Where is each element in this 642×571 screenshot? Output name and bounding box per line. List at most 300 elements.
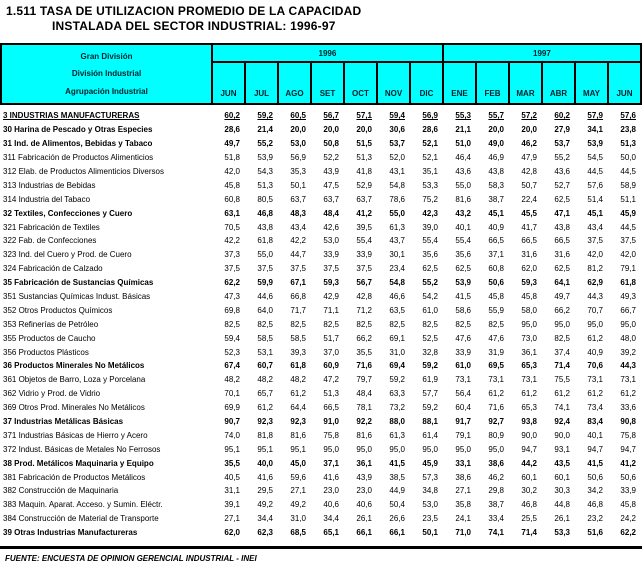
month-header-1997-ene: ENE (444, 63, 477, 103)
row-label: 39 Otras Industrias Manufactureras (3, 528, 138, 538)
value-cell: 62,5 (422, 264, 438, 274)
value-cell: 42,0 (620, 250, 636, 260)
value-cell: 51,3 (323, 389, 339, 399)
page-title-line2: INSTALADA DEL SECTOR INDUSTRIAL: 1996-97 (52, 19, 336, 33)
value-cell: 31,1 (224, 486, 240, 496)
value-cell: 51,8 (224, 153, 240, 163)
value-cell: 31,9 (488, 347, 504, 357)
value-cell: 46,9 (488, 153, 504, 163)
value-cell: 49,2 (290, 500, 306, 510)
value-cell: 66,1 (356, 528, 372, 538)
table-row (0, 456, 642, 470)
value-cell: 55,9 (488, 305, 504, 315)
value-cell: 66,5 (521, 236, 537, 246)
table-row (0, 526, 642, 540)
value-cell: 60,4 (455, 403, 471, 413)
value-cell: 40,9 (587, 347, 603, 357)
value-cell: 50,6 (587, 472, 603, 482)
value-cell: 68,5 (290, 528, 306, 538)
value-cell: 90,0 (554, 430, 570, 440)
value-cell: 59,2 (422, 361, 438, 371)
value-cell: 69,8 (224, 305, 240, 315)
value-cell: 20,0 (521, 125, 537, 135)
value-cell: 71,2 (356, 305, 372, 315)
value-cell: 41,2 (620, 458, 636, 468)
value-cell: 39,2 (620, 347, 636, 357)
value-cell: 45,5 (521, 208, 537, 218)
value-cell: 27,1 (290, 486, 306, 496)
value-cell: 44,2 (521, 458, 537, 468)
value-cell: 73,1 (521, 375, 537, 385)
value-cell: 40,5 (224, 472, 240, 482)
value-cell: 33,9 (323, 250, 339, 260)
value-cell: 45,9 (422, 458, 438, 468)
value-cell: 40,1 (455, 222, 471, 232)
value-cell: 52,1 (422, 139, 438, 149)
row-label: 311 Fabricación de Productos Alimenticios (3, 153, 154, 163)
value-cell: 26,6 (389, 514, 405, 524)
value-cell: 79,7 (356, 375, 372, 385)
value-cell: 66,5 (323, 403, 339, 413)
row-label: 356 Productos Plásticos (3, 347, 89, 357)
value-cell: 51,0 (455, 139, 471, 149)
value-cell: 79,1 (620, 264, 636, 274)
value-cell: 75,8 (323, 430, 339, 440)
table-row (0, 401, 642, 415)
value-cell: 88,1 (422, 417, 438, 427)
table-header (0, 43, 642, 105)
value-cell: 61,9 (422, 375, 438, 385)
month-header-1996-ago: AGO (279, 63, 312, 103)
value-cell: 45,0 (290, 458, 306, 468)
table-row (0, 192, 642, 206)
value-cell: 53,7 (389, 139, 405, 149)
row-label: 37 Industrias Metálicas Básicas (3, 417, 124, 427)
value-cell: 37,5 (620, 236, 636, 246)
value-cell: 37,5 (224, 264, 240, 274)
value-cell: 60,8 (488, 264, 504, 274)
value-cell: 50,6 (620, 472, 636, 482)
month-header-1997-feb: FEB (477, 63, 510, 103)
value-cell: 21,4 (257, 125, 273, 135)
value-cell: 54,2 (422, 292, 438, 302)
value-cell: 58,5 (257, 333, 273, 343)
value-cell: 49,2 (257, 500, 273, 510)
value-cell: 59,3 (521, 278, 537, 288)
value-cell: 54,8 (389, 180, 405, 190)
value-cell: 80,5 (257, 194, 273, 204)
value-cell: 56,9 (290, 153, 306, 163)
value-cell: 53,3 (554, 528, 570, 538)
value-cell: 35,6 (455, 250, 471, 260)
row-label: 361 Objetos de Barro, Loza y Porcelana (3, 375, 146, 385)
value-cell: 24,2 (620, 514, 636, 524)
value-cell: 71,1 (323, 305, 339, 315)
value-cell: 56,7 (356, 278, 372, 288)
value-cell: 45,1 (488, 208, 504, 218)
value-cell: 48,2 (290, 375, 306, 385)
value-cell: 48,0 (620, 333, 636, 343)
value-cell: 70,7 (587, 305, 603, 315)
value-cell: 90,0 (521, 430, 537, 440)
value-cell: 59,9 (257, 278, 273, 288)
value-cell: 35,8 (455, 500, 471, 510)
value-cell: 42,8 (356, 292, 372, 302)
value-cell: 69,1 (389, 333, 405, 343)
value-cell: 50,6 (488, 278, 504, 288)
month-header-1996-set: SET (312, 63, 345, 103)
value-cell: 71,6 (488, 403, 504, 413)
value-cell: 60,2 (224, 111, 240, 121)
stub-header-gran-division: Gran División (80, 52, 133, 62)
value-cell: 50,1 (422, 528, 438, 538)
value-cell: 53,0 (323, 236, 339, 246)
value-cell: 50,0 (620, 153, 636, 163)
value-cell: 33,4 (488, 514, 504, 524)
value-cell: 66,7 (620, 305, 636, 315)
value-cell: 41,6 (257, 472, 273, 482)
value-cell: 61,3 (389, 430, 405, 440)
value-cell: 60,2 (554, 111, 570, 121)
row-label: 383 Maquin. Aparat. Acceso. y Sumin. Eléctr. (3, 500, 163, 510)
year-header-1996: 1996 (213, 45, 444, 61)
value-cell: 80,9 (488, 430, 504, 440)
value-cell: 39,5 (356, 222, 372, 232)
value-cell: 20,0 (356, 125, 372, 135)
value-cell: 60,8 (224, 194, 240, 204)
value-cell: 62,0 (521, 264, 537, 274)
value-cell: 37,3 (224, 250, 240, 260)
value-cell: 43,8 (554, 222, 570, 232)
value-cell: 53,9 (257, 153, 273, 163)
year-header-1997: 1997 (533, 48, 551, 58)
year-row (213, 45, 640, 63)
value-cell: 55,2 (554, 153, 570, 163)
value-cell: 55,3 (455, 111, 471, 121)
value-cell: 45,9 (620, 208, 636, 218)
value-cell: 59,4 (224, 333, 240, 343)
value-cell: 50,4 (389, 500, 405, 510)
value-cell: 26,1 (554, 514, 570, 524)
value-cell: 67,1 (290, 278, 306, 288)
value-cell: 44,9 (389, 486, 405, 496)
month-row (213, 63, 640, 103)
value-cell: 52,5 (422, 333, 438, 343)
row-label: 355 Productos de Caucho (3, 333, 96, 343)
value-cell: 57,9 (587, 111, 603, 121)
value-cell: 95,0 (521, 319, 537, 329)
table-row (0, 220, 642, 234)
row-label: 31 Ind. de Alimentos, Bebidas y Tabaco (3, 139, 153, 149)
value-cell: 66,8 (290, 292, 306, 302)
value-cell: 71,4 (554, 361, 570, 371)
value-cell: 41,5 (587, 458, 603, 468)
table-row (0, 484, 642, 498)
table-row (0, 123, 642, 137)
value-cell: 82,5 (356, 319, 372, 329)
value-cell: 33,9 (356, 250, 372, 260)
value-cell: 34,4 (323, 514, 339, 524)
value-cell: 65,3 (521, 403, 537, 413)
value-cell: 62,5 (554, 264, 570, 274)
value-cell: 59,2 (257, 111, 273, 121)
value-cell: 50,1 (290, 180, 306, 190)
row-label: 32 Textiles, Confecciones y Cuero (3, 208, 133, 218)
value-cell: 51,4 (587, 194, 603, 204)
value-cell: 42,9 (323, 292, 339, 302)
value-cell: 23,5 (422, 514, 438, 524)
value-cell: 41,2 (356, 208, 372, 218)
value-cell: 46,8 (257, 208, 273, 218)
row-label: 351 Sustancias Químicas Indust. Básicas (3, 292, 151, 302)
value-cell: 61,0 (422, 305, 438, 315)
value-cell: 82,5 (422, 319, 438, 329)
value-cell: 55,0 (389, 208, 405, 218)
stub-header-agrupacion-industrial: Agrupación Industrial (65, 86, 148, 96)
value-cell: 47,3 (224, 292, 240, 302)
value-cell: 82,5 (455, 319, 471, 329)
row-label: 372 Indust. Básicas de Metales No Ferrosos (3, 444, 161, 454)
value-cell: 53,9 (455, 278, 471, 288)
value-cell: 46,2 (521, 139, 537, 149)
value-cell: 45,1 (587, 208, 603, 218)
month-header-1996-jul: JUL (246, 63, 279, 103)
value-cell: 58,6 (455, 305, 471, 315)
value-cell: 55,4 (356, 236, 372, 246)
value-cell: 35,1 (422, 167, 438, 176)
row-label: 371 Industrias Básicas de Hierro y Acero (3, 430, 148, 440)
value-cell: 95,0 (554, 319, 570, 329)
value-cell: 30,1 (389, 250, 405, 260)
value-cell: 47,6 (488, 333, 504, 343)
value-cell: 53,0 (422, 500, 438, 510)
value-cell: 44,3 (620, 361, 636, 371)
value-cell: 55,0 (257, 250, 273, 260)
value-cell: 93,1 (554, 444, 570, 454)
row-label: 38 Prod. Metálicos Maquinaria y Equipo (3, 458, 154, 468)
value-cell: 74,0 (224, 430, 240, 440)
value-cell: 51,6 (587, 528, 603, 538)
value-cell: 26,1 (356, 514, 372, 524)
value-cell: 69,4 (389, 361, 405, 371)
value-cell: 45,8 (521, 292, 537, 302)
value-cell: 95,1 (257, 444, 273, 454)
value-cell: 44,8 (554, 500, 570, 510)
value-cell: 52,2 (323, 153, 339, 163)
value-cell: 35,6 (422, 250, 438, 260)
value-cell: 62,9 (587, 278, 603, 288)
value-cell: 90,8 (620, 417, 636, 427)
value-cell: 95,0 (455, 444, 471, 454)
value-cell: 20,0 (290, 125, 306, 135)
value-cell: 39,0 (422, 222, 438, 232)
value-cell: 27,9 (554, 125, 570, 135)
value-cell: 60,9 (323, 361, 339, 371)
table-row (0, 415, 642, 429)
value-cell: 51,1 (620, 194, 636, 204)
table-row (0, 165, 642, 179)
value-cell: 29,8 (488, 486, 504, 496)
month-header-1996-nov: NOV (378, 63, 411, 103)
value-cell: 59,3 (323, 278, 339, 288)
value-cell: 30,3 (554, 486, 570, 496)
value-cell: 52,0 (389, 153, 405, 163)
value-cell: 44,5 (620, 167, 636, 176)
table-row (0, 137, 642, 151)
stub-header (2, 45, 213, 103)
table-row (0, 234, 642, 248)
value-cell: 37,5 (356, 264, 372, 274)
value-cell: 43,9 (323, 167, 339, 176)
value-cell: 55,7 (488, 111, 504, 121)
value-cell: 64,4 (290, 403, 306, 413)
value-cell: 50,8 (323, 139, 339, 149)
value-cell: 33,9 (620, 486, 636, 496)
value-cell: 61,2 (257, 403, 273, 413)
value-cell: 91,0 (323, 417, 339, 427)
value-cell: 53,1 (257, 347, 273, 357)
row-label: 324 Fabricación de Calzado (3, 264, 103, 274)
value-cell: 59,2 (422, 403, 438, 413)
value-cell: 61,2 (587, 333, 603, 343)
value-cell: 44,5 (587, 167, 603, 176)
value-cell: 43,6 (455, 167, 471, 176)
value-cell: 48,4 (323, 208, 339, 218)
value-cell: 74,1 (488, 528, 504, 538)
value-cell: 61,2 (290, 389, 306, 399)
row-label: 312 Elab. de Productos Alimenticios Diversos (3, 167, 164, 176)
value-cell: 31,0 (389, 347, 405, 357)
table-row (0, 498, 642, 512)
value-cell: 95,1 (290, 444, 306, 454)
value-cell: 34,4 (257, 514, 273, 524)
value-cell: 57,3 (422, 472, 438, 482)
value-cell: 53,0 (290, 139, 306, 149)
value-cell: 58,5 (290, 333, 306, 343)
table-row (0, 345, 642, 359)
value-cell: 66,5 (554, 236, 570, 246)
value-cell: 92,2 (356, 417, 372, 427)
row-label: 3 INDUSTRIAS MANUFACTURERAS (3, 111, 140, 121)
value-cell: 69,9 (224, 403, 240, 413)
value-cell: 92,7 (488, 417, 504, 427)
value-cell: 31,6 (554, 250, 570, 260)
value-cell: 58,9 (620, 180, 636, 190)
value-cell: 42,8 (521, 167, 537, 176)
row-label: 35 Fabricación de Sustancias Químicas (3, 278, 154, 288)
value-cell: 45,8 (224, 180, 240, 190)
value-cell: 55,4 (455, 236, 471, 246)
value-cell: 67,4 (224, 361, 240, 371)
value-cell: 48,3 (290, 208, 306, 218)
value-cell: 43,5 (554, 458, 570, 468)
value-cell: 92,4 (554, 417, 570, 427)
value-cell: 51,3 (356, 153, 372, 163)
table-row (0, 442, 642, 456)
value-cell: 46,6 (389, 292, 405, 302)
value-cell: 61,2 (554, 389, 570, 399)
value-cell: 35,3 (290, 167, 306, 176)
value-cell: 95,0 (356, 444, 372, 454)
page-title (6, 4, 361, 34)
value-cell: 50,7 (521, 180, 537, 190)
value-cell: 43,4 (587, 222, 603, 232)
month-header-1996-dic: DIC (411, 63, 444, 103)
row-label: 323 Ind. del Cuero y Prod. de Cuero (3, 250, 132, 260)
value-cell: 42,0 (224, 167, 240, 176)
value-cell: 81,6 (290, 430, 306, 440)
value-cell: 95,0 (620, 319, 636, 329)
value-cell: 57,2 (521, 111, 537, 121)
value-cell: 39,3 (290, 347, 306, 357)
month-header-1997-mar: MAR (510, 63, 543, 103)
value-cell: 32,8 (422, 347, 438, 357)
value-cell: 69,5 (488, 361, 504, 371)
value-cell: 62,2 (224, 278, 240, 288)
value-cell: 63,7 (290, 194, 306, 204)
value-cell: 53,7 (554, 139, 570, 149)
value-cell: 73,0 (521, 333, 537, 343)
value-cell: 35,5 (356, 347, 372, 357)
value-cell: 61,8 (290, 361, 306, 371)
value-cell: 43,8 (257, 222, 273, 232)
value-cell: 63,7 (323, 194, 339, 204)
value-cell: 65,3 (521, 361, 537, 371)
month-header-1996-oct: OCT (345, 63, 378, 103)
value-cell: 49,7 (224, 139, 240, 149)
value-cell: 94,7 (587, 444, 603, 454)
value-cell: 58,3 (488, 180, 504, 190)
value-cell: 60,1 (521, 472, 537, 482)
value-cell: 95,0 (422, 444, 438, 454)
value-cell: 60,7 (257, 361, 273, 371)
value-cell: 33,1 (455, 458, 471, 468)
value-cell: 22,4 (521, 194, 537, 204)
value-cell: 75,5 (554, 375, 570, 385)
value-cell: 65,7 (257, 389, 273, 399)
value-cell: 82,5 (224, 319, 240, 329)
value-cell: 38,7 (488, 194, 504, 204)
value-cell: 28,6 (422, 125, 438, 135)
value-cell: 49,3 (620, 292, 636, 302)
value-cell: 34,2 (587, 486, 603, 496)
row-label: 36 Productos Minerales No Metálicos (3, 361, 145, 371)
table-row (0, 109, 642, 123)
value-cell: 37,4 (554, 347, 570, 357)
value-cell: 49,0 (488, 139, 504, 149)
value-cell: 56,4 (455, 389, 471, 399)
value-cell: 71,6 (356, 361, 372, 371)
value-cell: 88,0 (389, 417, 405, 427)
value-cell: 48,2 (257, 375, 273, 385)
value-cell: 81,2 (587, 264, 603, 274)
value-cell: 57,1 (356, 111, 372, 121)
value-cell: 64,0 (257, 305, 273, 315)
value-cell: 63,3 (389, 389, 405, 399)
value-cell: 35,5 (224, 458, 240, 468)
table-row (0, 276, 642, 290)
value-cell: 94,7 (521, 444, 537, 454)
table-row (0, 262, 642, 276)
value-cell: 38,5 (389, 472, 405, 482)
value-cell: 81,8 (257, 430, 273, 440)
table-row (0, 248, 642, 262)
value-cell: 59,2 (389, 375, 405, 385)
value-cell: 82,5 (323, 319, 339, 329)
value-cell: 91,7 (455, 417, 471, 427)
value-cell: 70,1 (224, 389, 240, 399)
value-cell: 20,0 (488, 125, 504, 135)
